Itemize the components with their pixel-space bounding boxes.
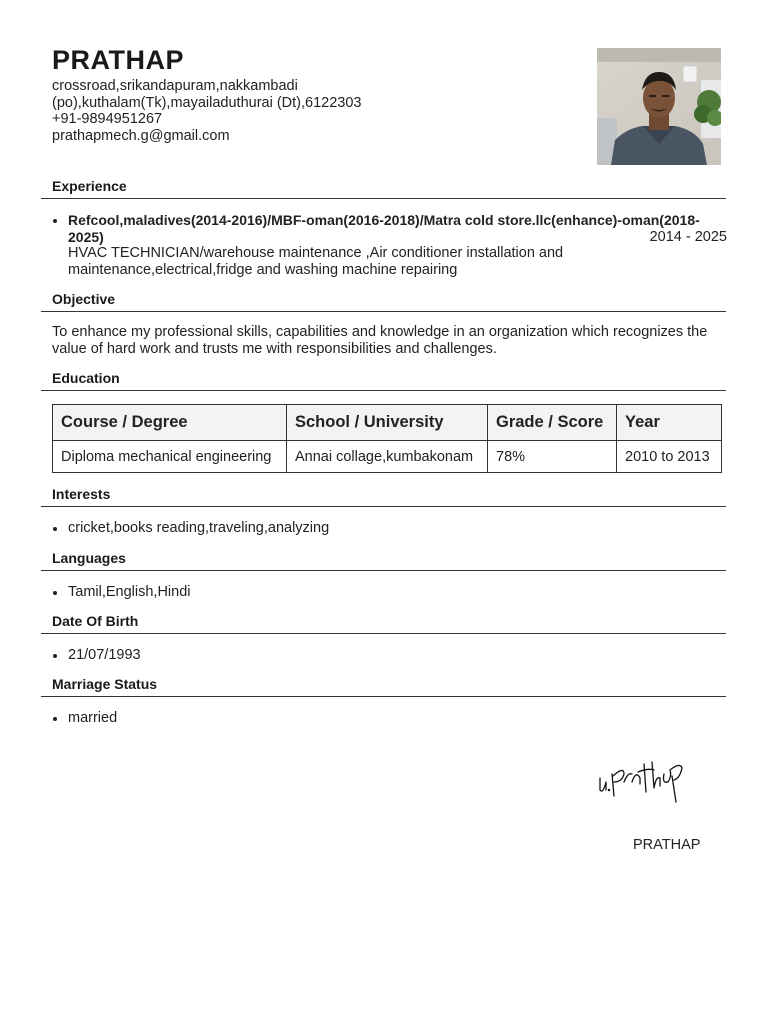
experience-section bbox=[41, 177, 726, 279]
signature-name: PRATHAP bbox=[633, 837, 701, 853]
column-header-grade: Grade / Score bbox=[488, 405, 617, 441]
marriage-list bbox=[52, 710, 726, 727]
languages-section bbox=[41, 549, 726, 601]
marriage-heading: Marriage Status bbox=[41, 675, 726, 697]
experience-item bbox=[68, 212, 726, 279]
education-table bbox=[52, 404, 722, 473]
header bbox=[52, 44, 572, 144]
objective-heading: Objective bbox=[41, 290, 726, 312]
cell-school: Annai collage,kumbakonam bbox=[287, 441, 488, 473]
email-address: prathapmech.g@gmail.com bbox=[52, 127, 230, 144]
column-header-year: Year bbox=[617, 405, 722, 441]
list-item: Tamil,English,Hindi bbox=[68, 584, 726, 601]
signature-image bbox=[594, 752, 688, 808]
table-row bbox=[53, 441, 722, 473]
dob-section bbox=[41, 612, 726, 664]
objective-section bbox=[41, 290, 726, 358]
experience-item-heading: Refcool,maladives(2014-2016)/MBF-oman(2016-2018)/Matra cold store.llc(enhance)-oman(2018-2025) bbox=[68, 212, 700, 245]
interests-list bbox=[52, 520, 726, 537]
objective-text: To enhance my professional skills, capabilities and knowledge in an organization which recognizes the value of hard work and trusts me with responsibilities and challenges. bbox=[52, 324, 708, 357]
marriage-section bbox=[41, 675, 726, 727]
column-header-school: School / University bbox=[287, 405, 488, 441]
candidate-name: PRATHAP bbox=[52, 45, 185, 75]
education-section bbox=[41, 369, 726, 473]
phone-number: +91-9894951267 bbox=[52, 111, 163, 127]
experience-item-description: HVAC TECHNICIAN/warehouse maintenance ,Air conditioner installation and maintenance,electrical,fridge and washing machine repairing bbox=[68, 245, 564, 278]
interests-section bbox=[41, 485, 726, 537]
languages-heading: Languages bbox=[41, 549, 726, 571]
list-item: cricket,books reading,traveling,analyzing bbox=[68, 520, 726, 537]
experience-item-dates: 2014 - 2025 bbox=[649, 229, 727, 245]
address-line-1: crossroad,srikandapuram,nakkambadi bbox=[52, 78, 298, 94]
education-heading: Education bbox=[41, 369, 726, 391]
cell-course: Diploma mechanical engineering bbox=[53, 441, 287, 473]
address-line-2: (po),kuthalam(Tk),mayailaduthurai (Dt),6122303 bbox=[52, 94, 362, 111]
dob-list bbox=[52, 647, 726, 664]
cell-year: 2010 to 2013 bbox=[617, 441, 722, 473]
interests-heading: Interests bbox=[41, 485, 726, 507]
languages-list bbox=[52, 584, 726, 601]
profile-photo bbox=[597, 48, 721, 165]
column-header-course: Course / Degree bbox=[53, 405, 287, 441]
list-item: married bbox=[68, 710, 726, 727]
experience-heading: Experience bbox=[41, 177, 726, 199]
education-table-header-row bbox=[53, 405, 722, 441]
dob-heading: Date Of Birth bbox=[41, 612, 726, 634]
list-item: 21/07/1993 bbox=[68, 647, 726, 664]
experience-list bbox=[52, 212, 726, 279]
cell-grade: 78% bbox=[488, 441, 617, 473]
